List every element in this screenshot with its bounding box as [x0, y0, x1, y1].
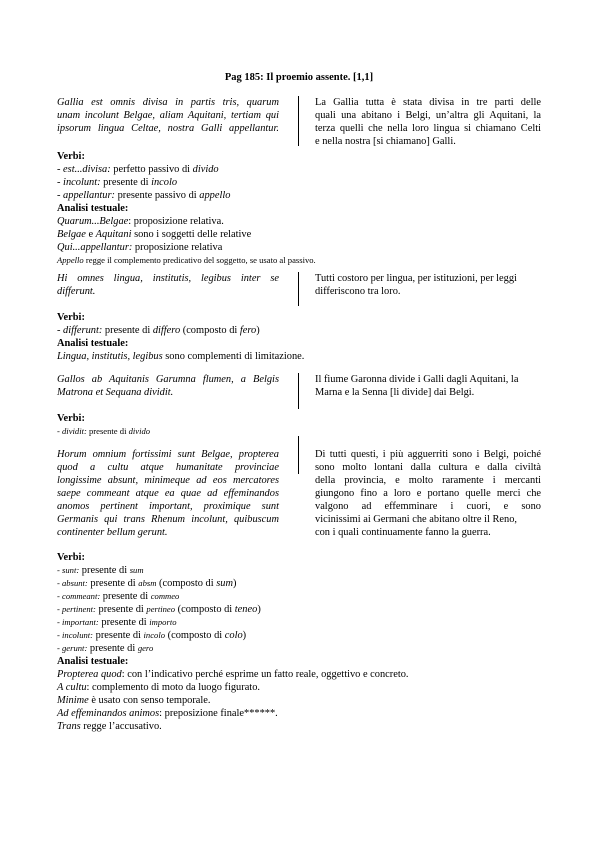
- verb-note: - dividit: presente di divido: [57, 426, 151, 436]
- verbi-heading: Verbi:: [57, 552, 85, 563]
- notes-4: [57, 551, 541, 733]
- italian-translation-1: La Gallia tutta è stata divisa in tre parti delle quali una abitano i Belgi, un’altra gli Aquitani, la terza quelli che nella loro lingua si chiamano Celti e nella nostra [si chiamano] Galli.: [315, 97, 541, 147]
- analysis-note: A cultu: complemento di moto da luogo figurato.: [57, 682, 260, 693]
- verb-note: - absunt: presente di absm (composto di sum): [57, 578, 237, 589]
- page-title: Pag 185: Il proemio assente. [1,1]: [224, 72, 374, 83]
- analysis-note: Propterea quod: con l’indicativo perché esprime un fatto reale, oggettivo e concreto.: [57, 669, 409, 680]
- analisi-heading: Analisi testuale:: [57, 656, 129, 667]
- italian-translation-3: Il fiume Garonna divide i Galli dagli Aquitani, la Marna e la Senna [li divide] dai Belgi.: [315, 374, 519, 398]
- analysis-note: Appello regge il complemento predicativo del soggetto, se usato al passivo.: [57, 255, 316, 265]
- verbi-heading: Verbi:: [57, 413, 85, 424]
- analysis-note: Minime è usato con senso temporale.: [57, 695, 211, 706]
- analysis-note: Quarum...Belgae: proposizione relativa.: [57, 216, 224, 227]
- verbi-heading: Verbi:: [57, 312, 85, 323]
- notes-3: [57, 412, 541, 438]
- analysis-note: Ad effeminandos animos: preposizione finale******.: [57, 708, 278, 719]
- analysis-note: Trans regge l’accusativo.: [57, 721, 162, 732]
- latin-text-1: Gallia est omnis divisa in partis tris, quarum unam incolunt Belgae, aliam Aquitani, tertiam qui ipsorum lingua Celtae, nostra Galli appellantur.: [57, 97, 279, 134]
- column-divider: [298, 373, 299, 409]
- verb-note: - est...divisa: perfetto passivo di divido: [57, 164, 219, 175]
- verb-note: - important: presente di importo: [57, 617, 177, 628]
- analisi-heading: Analisi testuale:: [57, 338, 129, 349]
- notes-2: [57, 311, 541, 363]
- latin-text-3: Gallos ab Aquitanis Garumna flumen, a Belgis Matrona et Sequana dividit.: [57, 374, 279, 398]
- italian-translation-4: Di tutti questi, i più agguerriti sono i Belgi, poiché sono molto lontani dalla cultura e dalla civiltà della provincia, e molto raramente i mercanti giungono fino a loro e portano quelle merci che valgono ad effemminare i cuori, e sono vicinissimi ai Germani che abitano oltre il Reno, con i quali continuamente fanno la guerra.: [315, 449, 541, 538]
- column-divider: [298, 272, 299, 306]
- verb-note: - differunt: presente di differo (composto di fero): [57, 325, 260, 336]
- verb-note: - commeant: presente di commeo: [57, 591, 180, 602]
- analysis-note: Lingua, institutis, legibus sono complementi di limitazione.: [57, 351, 305, 362]
- italian-translation-2: Tutti costoro per lingua, per istituzioni, per leggi differiscono tra loro.: [315, 273, 517, 297]
- analysis-note: Belgae e Aquitani sono i soggetti delle relative: [57, 229, 252, 240]
- verb-note: - sunt: presente di sum: [57, 565, 144, 576]
- verb-note: - appellantur: presente passivo di appello: [57, 190, 231, 201]
- verb-note: - gerunt: presente di gero: [57, 643, 154, 654]
- column-divider: [298, 436, 299, 474]
- analisi-heading: Analisi testuale:: [57, 203, 129, 214]
- verb-note: - pertinent: presente di pertineo (composto di teneo): [57, 604, 261, 615]
- verbi-heading: Verbi:: [57, 151, 85, 162]
- column-divider: [298, 96, 299, 146]
- analysis-note: Qui...appellantur: proposizione relativa: [57, 242, 223, 253]
- verb-note: - incolunt: presente di incolo: [57, 177, 178, 188]
- verb-note: - incolunt: presente di incolo (composto di colo): [57, 630, 247, 641]
- notes-1: [57, 150, 541, 267]
- latin-text-2: Hi omnes lingua, institutis, legibus inter se differunt.: [57, 273, 279, 297]
- latin-text-4: Horum omnium fortissimi sunt Belgae, propterea quod a cultu atque humanitate provinciae longissime absunt, minimeque ad eos mercatores saepe commeant atque ea quae ad effeminandos anomos pertinent important, proximique sunt Germanis qui trans Rhenum incolunt, quibuscum continenter bellum gerunt.: [57, 449, 279, 538]
